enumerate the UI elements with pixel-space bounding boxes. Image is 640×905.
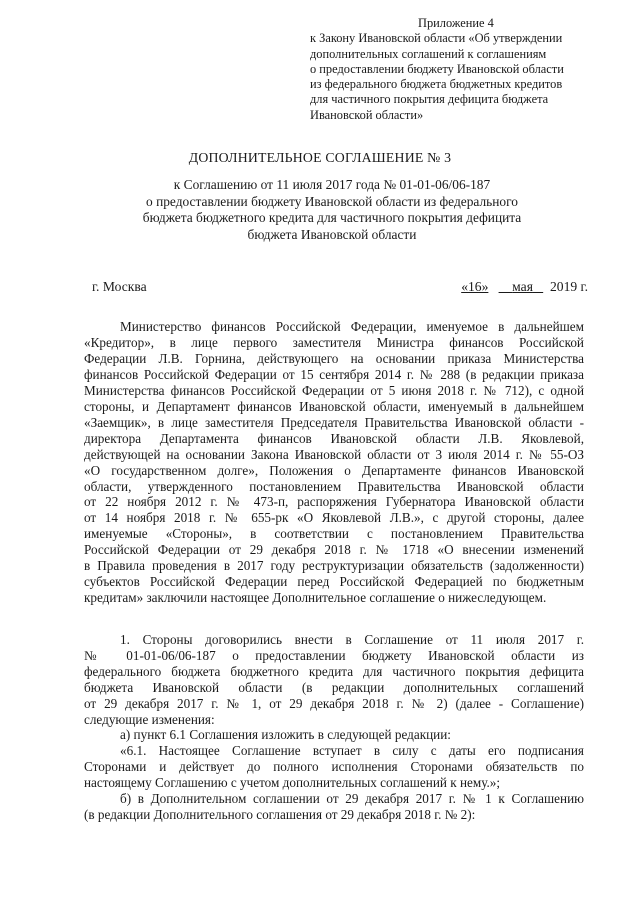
signing-city: г. Москва — [92, 279, 147, 294]
text-line: Федерации Л.В. Горнина, действующего на основании приказа Министерства — [84, 350, 584, 366]
subtitle-line: к Соглашению от 11 июля 2017 года № 01-01-06/06-187 — [173, 177, 491, 192]
text-line: от 14 ноября 2018 г. № 655-рк «О Яковлевой Л.В.», с другой стороны, далее — [84, 510, 584, 526]
date-day: «16» — [461, 279, 489, 294]
text-line: (в редакции Дополнительного соглашения от 29 декабря 2018 г. № 2): — [84, 806, 476, 822]
text-line: № 01-01-06/06-187 о предоставлении бюджету Ивановской области из — [84, 647, 584, 663]
text-line: Сторонами и действует до полного исполнения Сторонами обязательств по — [84, 758, 584, 774]
text-line: субъектов Российской Федерации перед Российской Федерацией по бюджетным — [84, 574, 584, 590]
text-line: «О государственном долге», Положения о Департаменте финансов Ивановской — [84, 462, 584, 478]
annex-line: из федерального бюджета бюджетных кредитов — [310, 77, 563, 92]
document-subtitle — [120, 177, 544, 243]
text-line: «Заемщик», в лице заместителя Председателя Правительства Ивановской области - — [84, 414, 584, 430]
annex-line: Ивановской области» — [310, 107, 424, 122]
text-line: 1. Стороны договорились внести в Соглашение от 11 июля 2017 г. — [120, 632, 584, 647]
annex-line: дополнительных соглашений к соглашениям — [310, 46, 547, 61]
subtitle-line: бюджета Ивановской области — [247, 226, 417, 242]
text-line: именуемые «Стороны», в соответствии с постановлением Правительства — [84, 526, 584, 542]
annex-title: Приложение 4 — [418, 16, 494, 30]
signing-date — [461, 279, 588, 295]
item-a-paragraph — [84, 727, 584, 743]
text-line: в Правила проведения в 2017 году реструктуризации обязательств (задолженности) — [84, 558, 584, 574]
date-year: 2019 г. — [549, 279, 588, 294]
text-line: б) в Дополнительном соглашении от 29 декабря 2017 г. № 1 к Соглашению — [120, 791, 584, 806]
text-line: бюджета Ивановской области (в редакции дополнительных соглашений — [84, 679, 584, 695]
quoted-clause-paragraph — [84, 743, 584, 791]
annex-text — [310, 31, 592, 123]
text-line: Российской Федерации от 29 декабря 2018 г. № 1718 «О внесении изменений — [84, 542, 584, 558]
document-title: ДОПОЛНИТЕЛЬНОЕ СОГЛАШЕНИЕ № 3 — [188, 150, 452, 165]
text-line: директора Департамента финансов Ивановской области Л.В. Яковлевой, — [84, 430, 584, 446]
text-line: «6.1. Настоящее Соглашение вступает в силу с даты его подписания — [120, 743, 584, 758]
preamble-paragraph — [84, 319, 584, 606]
text-line: действующей на основании Закона Ивановской области от 3 июля 2014 г. № 55-ОЗ — [84, 446, 584, 462]
text-line: следующие изменения: — [84, 711, 215, 727]
text-line: Министерства финансов Российской Федерации от 5 июня 2018 г. № 712), с одной — [84, 382, 584, 398]
text-line: финансов Российской Федерации от 15 сентября 2014 г. № 288 (в редакции приказа — [84, 366, 584, 382]
text-line: стороны, и Департамент финансов Ивановской области, именуемый в дальнейшем — [84, 398, 584, 414]
text-line: федерального бюджета бюджетного кредита для частичного покрытия дефицита — [84, 663, 584, 679]
text-line: кредитам» заключили настоящее Дополнительное соглашение о нижеследующем. — [84, 590, 547, 606]
text-line: от 29 декабря 2017 г. № 1, от 29 декабря 2018 г. № 2) (далее - Соглашение) — [84, 695, 584, 711]
item-1-paragraph — [84, 632, 584, 728]
annex-line: о предоставлении бюджету Ивановской области — [310, 61, 564, 76]
text-line: а) пункт 6.1 Соглашения изложить в следующей редакции: — [120, 727, 451, 742]
text-line: от 22 ноября 2012 г. № 473-п, распоряжения Губернатора Ивановской области — [84, 494, 584, 510]
annex-block — [310, 16, 592, 123]
subtitle-line: о предоставлении бюджету Ивановской области из федерального — [146, 193, 518, 209]
text-line: области, утвержденного постановлением Правительства Ивановской области — [84, 478, 584, 494]
text-line: «Кредитор», в лице первого заместителя Министра финансов Российской — [84, 334, 584, 350]
date-month: мая — [512, 279, 533, 294]
subtitle-line: бюджета бюджетного кредита для частичного покрытия дефицита — [142, 210, 522, 225]
text-line: Министерство финансов Российской Федерации, именуемое в дальнейшем — [120, 319, 584, 334]
text-line: настоящему Соглашению с учетом дополнительных соглашений к нему.»; — [84, 774, 501, 790]
item-b-paragraph — [84, 791, 584, 823]
annex-line: к Закону Ивановской области «Об утверждении — [310, 31, 563, 46]
annex-line: для частичного покрытия дефицита бюджета — [310, 92, 549, 107]
